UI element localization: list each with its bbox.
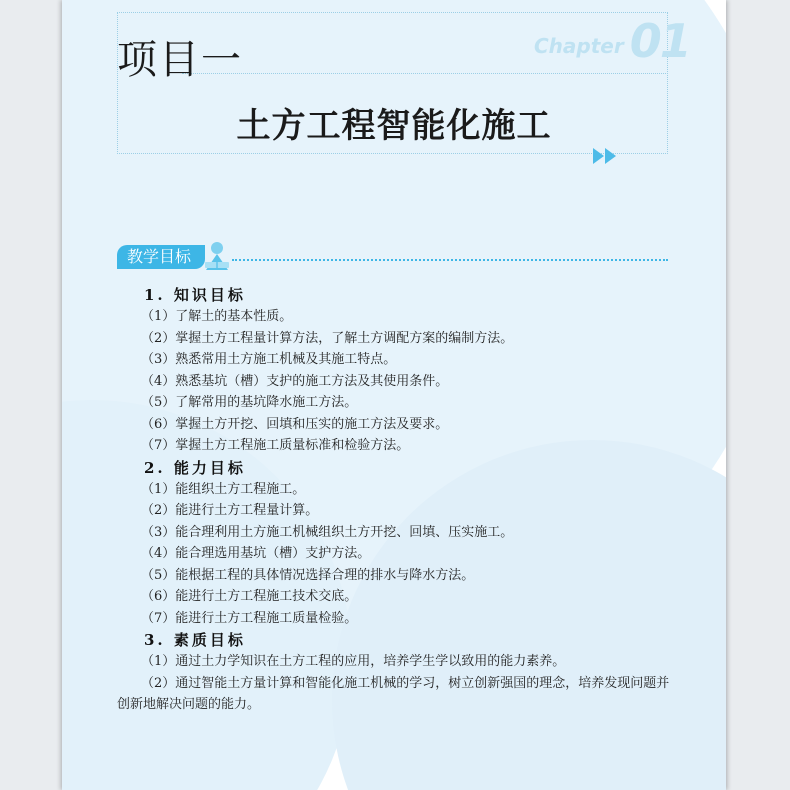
double-arrow-icon [593,148,619,164]
objectives-content [117,284,672,716]
list-item: （6）掌握土方开挖、回填和压实的施工方法及要求。 [141,416,449,432]
list-item: （7）掌握土方工程施工质量标准和检验方法。 [141,438,410,453]
paragraph: （2）通过智能土方量计算和智能化施工机械的学习，树立创新强国的理念，培养发现问题并创新地解决问题的能力。 [117,675,670,712]
list-item: （5）了解常用的基坑降水施工方法。 [141,395,358,410]
paragraph: （1）通过土力学知识在土方工程的应用，培养学生学以致用的能力素养。 [141,654,566,669]
section-title: 3. 素质目标 [144,631,246,649]
student-reading-icon [202,240,232,272]
chapter-number: 01 [629,14,690,68]
list-item: （4）能合理选用基坑（槽）支护方法。 [141,546,371,561]
list-item: （2）掌握土方工程量计算方法，了解土方调配方案的编制方法。 [141,330,514,346]
list-item: （6）能进行土方工程施工技术交底。 [141,589,358,604]
list-item: （2）能进行土方工程量计算。 [141,503,319,518]
project-label: 项目一 [117,37,243,83]
list-item: （7）能进行土方工程施工质量检验。 [141,610,358,626]
badge-divider [232,259,668,261]
section-title: 2. 能力目标 [144,458,246,477]
chapter-title: 土方工程智能化施工 [236,106,552,146]
section-title: 1. 知识目标 [144,286,246,304]
section-badge: 教学目标 [117,245,205,269]
list-item: （3）能合理利用土方施工机械组织土方开挖、回填、压实施工。 [141,524,514,540]
list-item: （3）熟悉常用土方施工机械及其施工特点。 [141,352,397,367]
header-divider [182,73,668,74]
list-item: （1）了解土的基本性质。 [141,309,293,324]
list-item: （5）能根据工程的具体情况选择合理的排水与降水方法。 [141,567,475,583]
list-item: （4）熟悉基坑（槽）支护的施工方法及其使用条件。 [141,373,449,389]
textbook-page [62,0,726,790]
chapter-mark [534,14,690,68]
chapter-word: Chapter [534,34,624,58]
list-item: （1）能组织土方工程施工。 [141,481,306,497]
